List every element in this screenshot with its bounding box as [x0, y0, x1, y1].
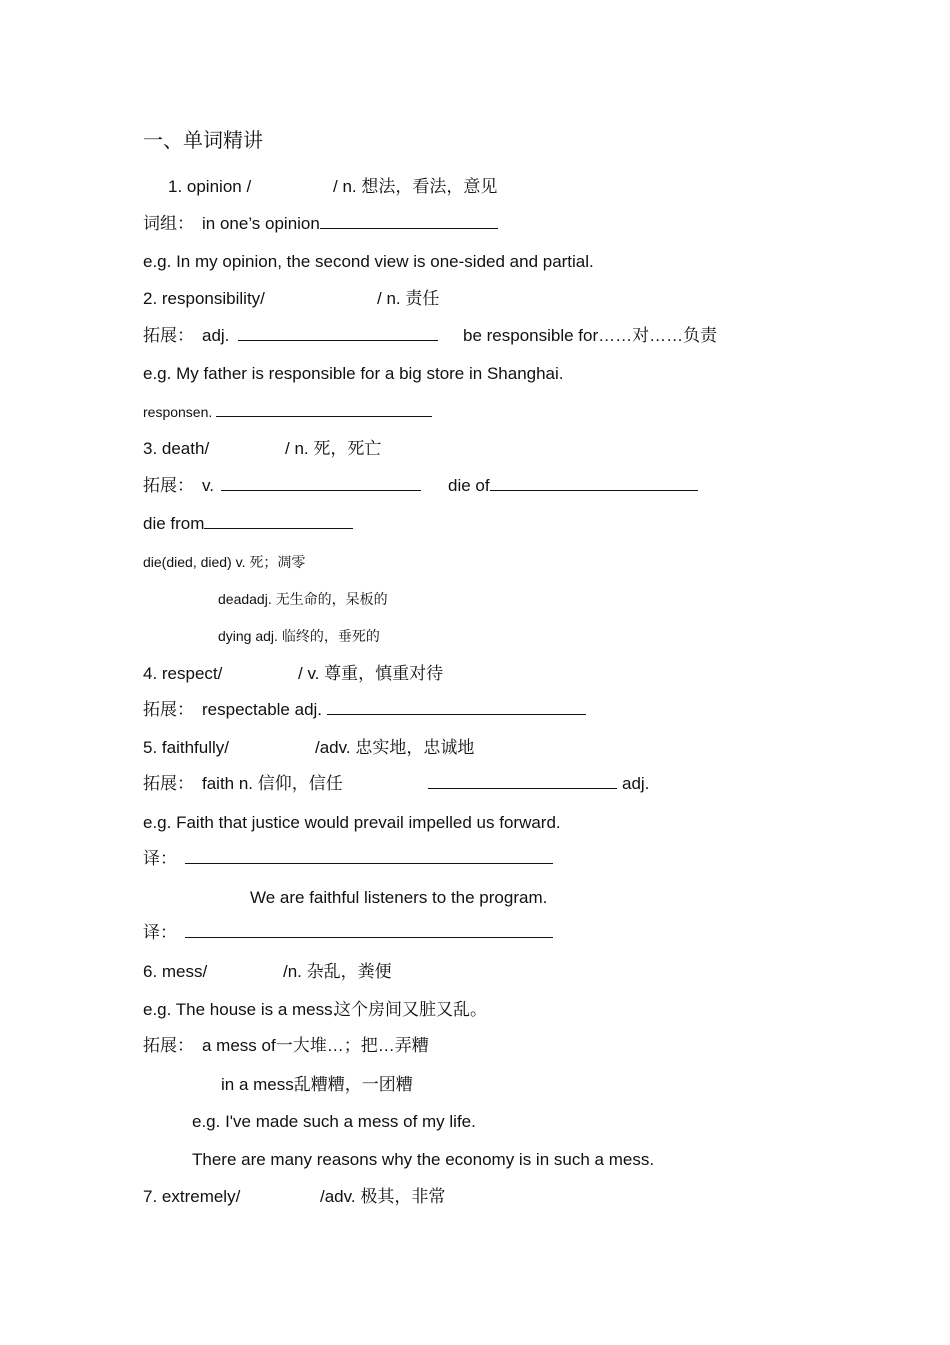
- extension-label: 拓展：: [143, 326, 194, 345]
- word-3-extension-line: [143, 476, 421, 496]
- word-4-head: 4. respect/: [143, 664, 223, 683]
- word-5-head: 5. faithfully/: [143, 738, 229, 757]
- word-5-adj-blank: [428, 774, 649, 794]
- phrase-text: in one’s opinion: [202, 214, 320, 233]
- phrase-meaning: 乱糟糟，一团糟: [293, 1075, 413, 1094]
- word-5-pos: /adv. 忠实地，忠诚地: [315, 738, 475, 757]
- phrase-label: 词组：: [143, 214, 194, 233]
- phrase-text: die of: [448, 476, 490, 495]
- word-7-head: 7. extremely/: [143, 1187, 241, 1206]
- extension-label: 拓展：: [143, 476, 194, 495]
- answer-blank[interactable]: [216, 404, 432, 417]
- word-1-head: 1. opinion /: [168, 177, 252, 196]
- extension-label: 拓展：: [143, 774, 194, 793]
- word-3-head: 3. death/: [143, 439, 210, 458]
- word-3-dying: dying adj. 临终的，垂死的: [218, 628, 380, 644]
- translation-label: 译：: [143, 849, 177, 868]
- word-2-phrase: [463, 326, 717, 346]
- phrase-text: a mess of: [202, 1036, 276, 1055]
- word-5-extension-line: [143, 774, 343, 794]
- word-3-die-of: [448, 476, 698, 496]
- answer-blank[interactable]: [490, 476, 698, 491]
- answer-blank[interactable]: [327, 700, 586, 715]
- answer-blank[interactable]: [185, 923, 553, 938]
- word-5-example-2: We are faithful listeners to the program.: [250, 888, 548, 907]
- word-3-pos: / n. 死，死亡: [285, 439, 382, 458]
- word-5-example-1: e.g. Faith that justice would prevail impelled us forward.: [143, 813, 561, 832]
- phrase-meaning: 一大堆…；把…弄糟: [275, 1036, 429, 1055]
- word-1-phrase-line: [143, 214, 498, 234]
- word-7-pos: /adv. 极其，非常: [320, 1187, 446, 1206]
- phrase-text: die from: [143, 514, 205, 533]
- faith-word: faith n. 信仰，信任: [202, 774, 343, 793]
- word-4-pos: / v. 尊重，慎重对待: [298, 664, 444, 683]
- word-6-example: e.g. The house is a mess.: [143, 1000, 338, 1019]
- word-1-pos: / n. 想法，看法，意见: [333, 177, 498, 196]
- word-6-example-cn: 这个房间又脏又乱。: [334, 1000, 487, 1019]
- phrase-text: in a mess: [221, 1075, 294, 1094]
- word-2-pos: / n. 责任: [377, 289, 440, 308]
- adj-word: respectable adj.: [202, 700, 323, 719]
- word-5-translation-1: [143, 849, 553, 869]
- adj-label: adj.: [202, 326, 230, 345]
- word-6-phrase-2: [221, 1075, 413, 1095]
- word-4-extension-line: [143, 700, 586, 720]
- extension-label: 拓展：: [143, 1036, 194, 1055]
- word-2-response-line: [143, 402, 432, 422]
- word-3-die: die(died, died) v. 死；凋零: [143, 554, 306, 570]
- response-label: responsen.: [143, 404, 213, 420]
- word-2-extension-line: [143, 326, 438, 346]
- word-2-head: 2. responsibility/: [143, 289, 265, 308]
- answer-blank[interactable]: [221, 476, 421, 491]
- phrase-text: be responsible for: [463, 326, 599, 345]
- word-1-example: e.g. In my opinion, the second view is one-sided and partial.: [143, 252, 594, 271]
- word-5-translation-2: [143, 923, 553, 943]
- phrase-meaning: ……对……负责: [598, 326, 718, 345]
- word-6-pos: /n. 杂乱，粪便: [283, 962, 392, 981]
- verb-label: v.: [202, 476, 214, 495]
- answer-blank[interactable]: [320, 214, 498, 229]
- word-6-example-2: e.g. I've made such a mess of my life.: [192, 1112, 476, 1131]
- answer-blank[interactable]: [204, 514, 353, 529]
- section-heading: 一、单词精讲: [143, 130, 263, 152]
- answer-blank[interactable]: [428, 774, 617, 789]
- word-2-example: e.g. My father is responsible for a big store in Shanghai.: [143, 364, 564, 383]
- translation-label: 译：: [143, 923, 177, 942]
- answer-blank[interactable]: [238, 326, 438, 341]
- extension-label: 拓展：: [143, 700, 194, 719]
- word-6-extension-line: [143, 1036, 429, 1056]
- adj-label: adj.: [622, 774, 650, 793]
- answer-blank[interactable]: [185, 849, 553, 864]
- word-6-head: 6. mess/: [143, 962, 208, 981]
- word-3-dead: deadadj. 无生命的，呆板的: [218, 591, 388, 607]
- word-3-die-from: [143, 514, 353, 534]
- word-6-example-3: There are many reasons why the economy is in such a mess.: [192, 1150, 655, 1169]
